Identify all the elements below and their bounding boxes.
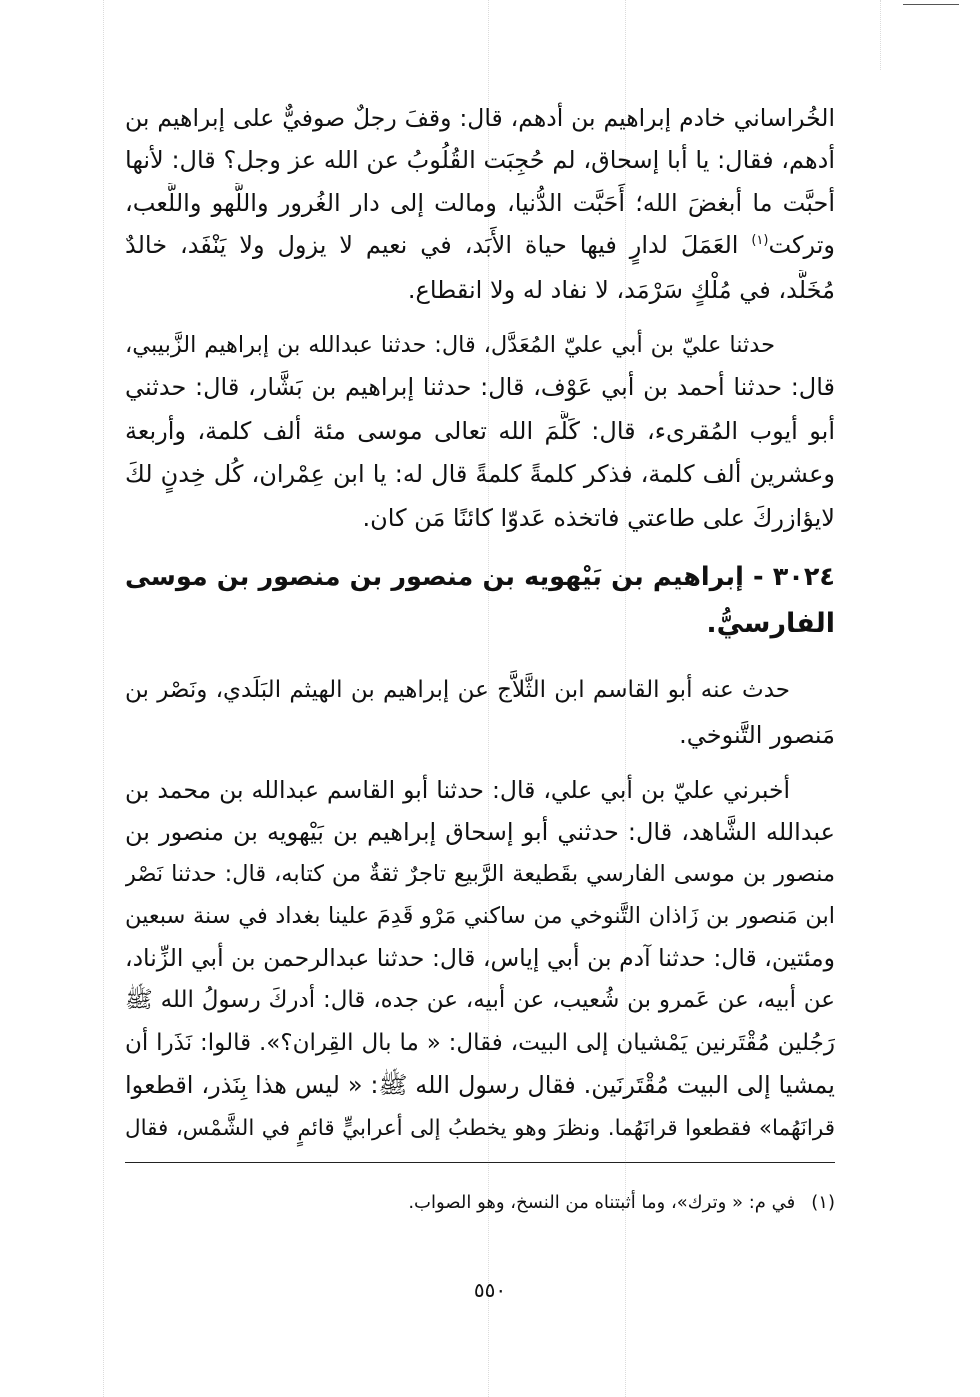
page-number: ٥٥٠	[473, 1278, 507, 1302]
footnote-text: في م: « وترك»، وما أثبتناه من النسخ، وهو الصواب.	[408, 1192, 796, 1213]
heading-line: الفارسيُّ.	[706, 608, 835, 639]
text-line: عبدالله الشَّاهد، قال: حدثني أبو إسحاق إبراهيم بن بَيْهويه بن منصور بن	[125, 818, 835, 846]
text-line: مُخَلَّد، في مُلْكٍ سَرْمَد، لا نفاد له ولا انقطاع.	[407, 276, 835, 304]
text-line: عن أبيه، عن عَمرو بن شُعيب، عن أبيه، عن جده، قال: أدركَ رسولُ الله ﷺ	[125, 987, 835, 1013]
scan-guide-line	[880, 0, 881, 70]
text-line: حدثنا عليّ بن أبي عليّ المُعَدَّل، قال: حدثنا عبدالله بن إبراهيم الزَّبيبي،	[125, 332, 775, 358]
text-line: قرانَهُما» فقطعوا قرانَهُما. ونظرَ وهو يخطبُ إلى أعرابيٍّ قائمٍ في الشَّمْس، فقال	[125, 1116, 835, 1141]
text-segment: العَمَلَ لدارٍ فيها حياة الأَبَد، في نعيم لا يزول ولا يَنْفَد، خالدٌ	[125, 231, 739, 259]
heading-line: ٣٠٢٤ - إبراهيم بن بَيْهويه بن منصور بن منصور بن موسى	[125, 562, 835, 592]
text-line: أحبَّت ما أبغضَ الله؛ أَحَبَّت الدُّنيا، ومالت إلى دار الغُرور واللَّهو واللَّعب،	[125, 189, 835, 217]
footnote-reference: (١)	[751, 233, 769, 248]
text-line: حدث عنه أبو القاسم ابن الثَّلاَّج عن إبراهيم بن الهيثم البَلَدي، ونَصْر بن	[125, 677, 790, 703]
text-line: مَنصور التَّنوخي.	[679, 721, 835, 749]
top-edge-mark	[903, 4, 959, 5]
text-line: رَجُلين مُقْتَرنين يَمْشيان إلى البيت، فقال: « ما بال القِران؟». قالوا: نَذَرا أن	[125, 1030, 835, 1056]
text-segment: وتركت	[768, 231, 835, 259]
text-line: ومئتين، قال: حدثنا آدم بن أبي إياس، قال: حدثنا عبدالرحمن بن أبي الزِّناد،	[125, 944, 835, 972]
text-line	[125, 225, 835, 265]
text-line: أخبرني عليّ بن أبي علي، قال: حدثنا أبو القاسم عبدالله بن محمد بن	[125, 776, 790, 804]
text-line: يمشيا إلى البيت مُقْتَرنَين. فقال رسول الله ﷺ: « ليس هذا بِنَذر، اقطعوا	[125, 1071, 835, 1099]
text-line: الخُراساني خادم إبراهيم بن أدهم، قال: وقفَ رجلٌ صوفيٌّ على إبراهيم بن	[125, 104, 835, 132]
scan-guide-line	[103, 0, 104, 1397]
text-line: منصور بن موسى الفارسي بقَطيعة الرَّبيع تاجرٌ ثقةٌ من كتابه، قال: حدثنا نَصْر	[125, 861, 835, 887]
text-line: قال: حدثنا أحمد بن أبي عَوْف، قال: حدثنا إبراهيم بن بَشَّار، قال: حدثني	[125, 373, 835, 401]
text-line: أبو أيوب المُقرىء، قال: كَلَّمَ الله تعالى موسى مئة ألف كلمة، وأربعة	[125, 417, 835, 445]
footnote-marker: (١)	[811, 1192, 835, 1213]
text-line: لايؤازركَ على طاعتي فاتخذه عَدوّا كائنًا مَن كان.	[362, 504, 835, 532]
text-line: ابن مَنصور بن زَاذان التَّنوخي من ساكني مَرْو قَدِمَ علينا بغداد في سنة سبعين	[125, 903, 835, 929]
text-line: وعشرين ألف كلمة، فذكر كلمةً كلمةً قال له: يا ابن عِمْران، كُل خِدنٍ لكَ	[125, 460, 835, 488]
footnote	[125, 1188, 835, 1218]
footnote-separator	[125, 1162, 835, 1163]
text-line: أدهم، فقال: يا أبا إسحاق، لم حُجِبَت القُلُوبُ عن الله عز وجل؟ قال: لأنها	[125, 146, 835, 174]
